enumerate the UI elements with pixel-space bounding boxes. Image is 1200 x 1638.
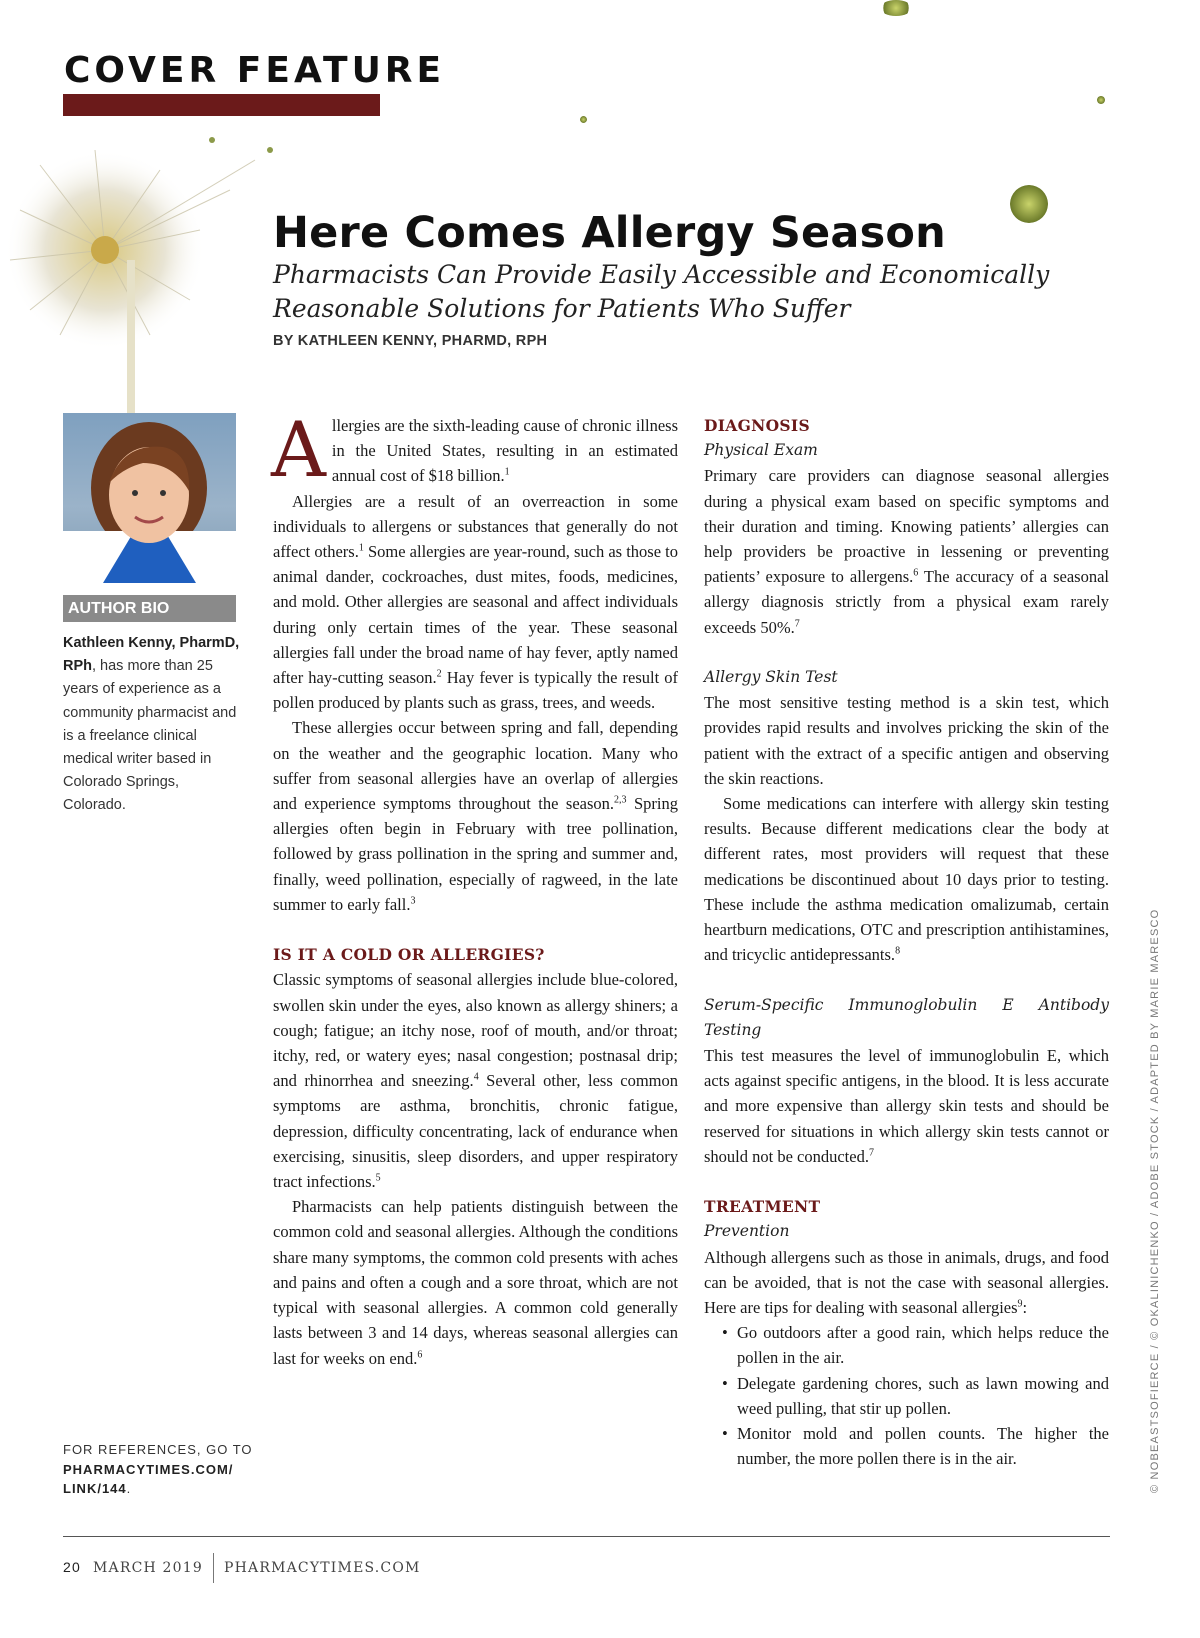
footnote-ref: 8 bbox=[895, 945, 901, 957]
paragraph-text: Pharmacists can help patients distinguish between the common cold and seasonal allergies. Although the conditions share many symptoms, the common cold presents with aches and pains and often a cough and a sore throat, which are not typical with seasonal allergies. A common cold generally lasts between 3 and 14 days, whereas seasonal allergies can last for weeks on end. bbox=[273, 1197, 678, 1368]
paragraph bbox=[704, 1043, 1109, 1169]
paragraph: The most sensitive testing method is a skin test, which provides rapid results and involves pricking the skin of the patient with the extract of a specific antigen and observing the skin reactions. bbox=[704, 693, 1109, 788]
footer-site[interactable]: PHARMACYTIMES.COM bbox=[223, 1560, 421, 1576]
paragraph-text: Several other, less common symptoms are asthma, bronchitis, chronic fatigue, depression, difficulty concentrating, lack of endurance when exercising, sinusitis, sleep disorders, and upper respiratory tract infections. bbox=[273, 1071, 678, 1192]
references-link[interactable]: PHARMACYTIMES.COM/ LINK/144 bbox=[63, 1461, 234, 1496]
footnote-ref: 4 bbox=[473, 1071, 479, 1083]
footnote-ref: 1 bbox=[504, 466, 510, 478]
paragraph-text: Spring allergies often begin in February with tree pollination, followed by grass pollination in the spring and summer and, finally, weed pollination, especially of ragweed, in the late summer to early fall. bbox=[273, 794, 678, 914]
paragraph-text: These allergies occur between spring and fall, depending on the weather and the geographic location. Many who suffer from seasonal allergies have an overlap of allergies and experience symptoms throughout the season. bbox=[273, 718, 678, 814]
subheading-allergy-skin-test: Allergy Skin Test bbox=[704, 668, 838, 687]
list-item: • Delegate gardening chores, such as lawn mowing and weed pulling, that stir up pollen. bbox=[704, 1371, 1109, 1421]
pollen-grain-decoration bbox=[1010, 185, 1048, 223]
footer-rule bbox=[63, 1536, 1110, 1537]
pollen-grain-decoration bbox=[1097, 96, 1105, 104]
paragraph-text: : bbox=[1022, 1298, 1028, 1318]
article-subtitle: Pharmacists Can Provide Easily Accessible and Economically Reasonable Solutions for Patients Who Suffer bbox=[273, 260, 1050, 323]
dandelion-illustration bbox=[0, 120, 300, 420]
paragraph-text: Allergies are a result of an overreaction in some individuals to allergens or substances that generally do not affect others. bbox=[273, 491, 678, 562]
references-suffix: . bbox=[126, 1481, 132, 1496]
footnote-ref: 2,3 bbox=[614, 794, 627, 806]
paragraph bbox=[273, 489, 678, 716]
author-bio-label: AUTHOR BIO bbox=[63, 595, 236, 622]
pollen-grain-decoration bbox=[880, 0, 912, 16]
paragraph bbox=[273, 1194, 678, 1370]
subheading-serum-testing: Serum-Specific Immunoglobulin E Antibody Testing bbox=[704, 995, 1109, 1039]
paragraph-text: The accuracy of a seasonal allergy diagnosis strictly from a physical exam rarely exceeds 50%. bbox=[704, 567, 1110, 637]
author-photo bbox=[63, 413, 236, 583]
paragraph bbox=[273, 715, 678, 917]
body-column-left bbox=[271, 405, 678, 1371]
footer-divider bbox=[213, 1553, 214, 1583]
section-bar bbox=[63, 94, 380, 116]
references-prefix: FOR REFERENCES, GO TO bbox=[63, 1442, 253, 1457]
subheading-physical-exam: Physical Exam bbox=[704, 441, 818, 460]
pollen-grain-decoration bbox=[580, 116, 587, 123]
footnote-ref: 7 bbox=[794, 618, 800, 630]
author-bio-text: , has more than 25 years of experience as a community pharmacist and is a freelance clinical medical writer based in Colorado Springs, Colorado. bbox=[63, 658, 237, 814]
footnote-ref: 2 bbox=[436, 668, 442, 680]
body-column-right bbox=[704, 413, 1109, 1471]
footnote-ref: 6 bbox=[417, 1349, 423, 1360]
paragraph bbox=[704, 791, 1109, 967]
byline: BY KATHLEEN KENNY, PHARMD, RPH bbox=[273, 333, 548, 349]
footnote-ref: 1 bbox=[358, 542, 364, 554]
author-name: Kathleen Kenny, PharmD, RPh bbox=[63, 635, 240, 675]
drop-cap: A bbox=[271, 405, 326, 494]
paragraph bbox=[273, 967, 678, 1194]
references-note bbox=[63, 1440, 253, 1499]
page-footer bbox=[63, 1553, 421, 1583]
section-heading-treatment: TREATMENT bbox=[704, 1197, 821, 1217]
author-portrait-illustration bbox=[63, 413, 236, 583]
tips-list bbox=[704, 1320, 1109, 1471]
section-label: COVER FEATURE bbox=[64, 50, 446, 91]
paragraph-text: Some allergies are year-round, such as those to animal dander, cockroaches, dust mites, foods, medicines, and mold. Other allergies are seasonal and affect individuals during only certain times of the year. These seasonal allergies fall under the broad name of hay fever, aptly named after hay-cutting season. bbox=[273, 542, 678, 688]
subheading-prevention: Prevention bbox=[704, 1222, 790, 1241]
section-heading-diagnosis: DIAGNOSIS bbox=[704, 416, 810, 435]
section-heading-cold-or-allergies: IS IT A COLD OR ALLERGIES? bbox=[273, 945, 545, 965]
paragraph-text: Some medications can interfere with allergy skin testing results. Because different medications clear the body at different rates, most providers will request that these medications be discontinued about 10 days prior to testing. These include the asthma medication omalizumab, certain heartburn medications, OTC and prescription antihistamines, and tricyclic antidepressants. bbox=[704, 794, 1109, 965]
list-item: • Monitor mold and pollen counts. The higher the number, the more pollen there is in the air. bbox=[704, 1421, 1109, 1471]
paragraph bbox=[271, 405, 678, 494]
footnote-ref: 9 bbox=[1017, 1298, 1023, 1310]
author-bio bbox=[63, 632, 241, 818]
paragraph-text: Although allergens such as those in animals, drugs, and food can be avoided, that is not the case with seasonal allergies. Here are tips for dealing with seasonal allergies bbox=[704, 1247, 1109, 1318]
image-credit: © NOBEASTSOFIERCE / © OKALINICHENKO / ADOBE STOCK / ADAPTED BY MARIE MARESCO bbox=[1149, 908, 1161, 1493]
footnote-ref: 7 bbox=[868, 1147, 874, 1159]
paragraph bbox=[704, 1245, 1109, 1321]
article-title: Here Comes Allergy Season bbox=[273, 208, 946, 258]
list-item: • Go outdoors after a good rain, which helps reduce the pollen in the air. bbox=[704, 1320, 1109, 1370]
paragraph-text: llergies are the sixth-leading cause of chronic illness in the United States, resulting in an estimated annual cost of $18 billion. bbox=[331, 416, 678, 486]
issue-date: MARCH 2019 bbox=[92, 1560, 203, 1576]
footnote-ref: 3 bbox=[410, 895, 416, 907]
paragraph-text: Primary care providers can diagnose seasonal allergies during a physical exam based on specific symptoms and their duration and timing. Knowing patients’ allergies can help providers be proactive in lessening or preventing patients’ exposure to allergens. bbox=[704, 466, 1109, 587]
footnote-ref: 5 bbox=[375, 1172, 381, 1184]
page-number: 20 bbox=[63, 1559, 81, 1575]
footnote-ref: 6 bbox=[913, 567, 919, 579]
paragraph bbox=[704, 463, 1109, 639]
paragraph-text: This test measures the level of immunoglobulin E, which acts against specific antigens, in the blood. It is less accurate and more expensive than allergy skin tests and should be reserved for situations in which allergy skin tests cannot or should not be conducted. bbox=[704, 1046, 1109, 1166]
paragraph-text: Hay fever is typically the result of pollen produced by plants such as grass, trees, and weeds. bbox=[273, 668, 678, 713]
paragraph-text: Classic symptoms of seasonal allergies include blue-colored, swollen skin under the eyes, also known as allergy shiners; a cough; fatigue; an itchy nose, roof of mouth, and/or throat; itchy, red, or watery eyes; nasal congestion; postnasal drip; and rhinorrhea and sneezing. bbox=[273, 970, 678, 1091]
